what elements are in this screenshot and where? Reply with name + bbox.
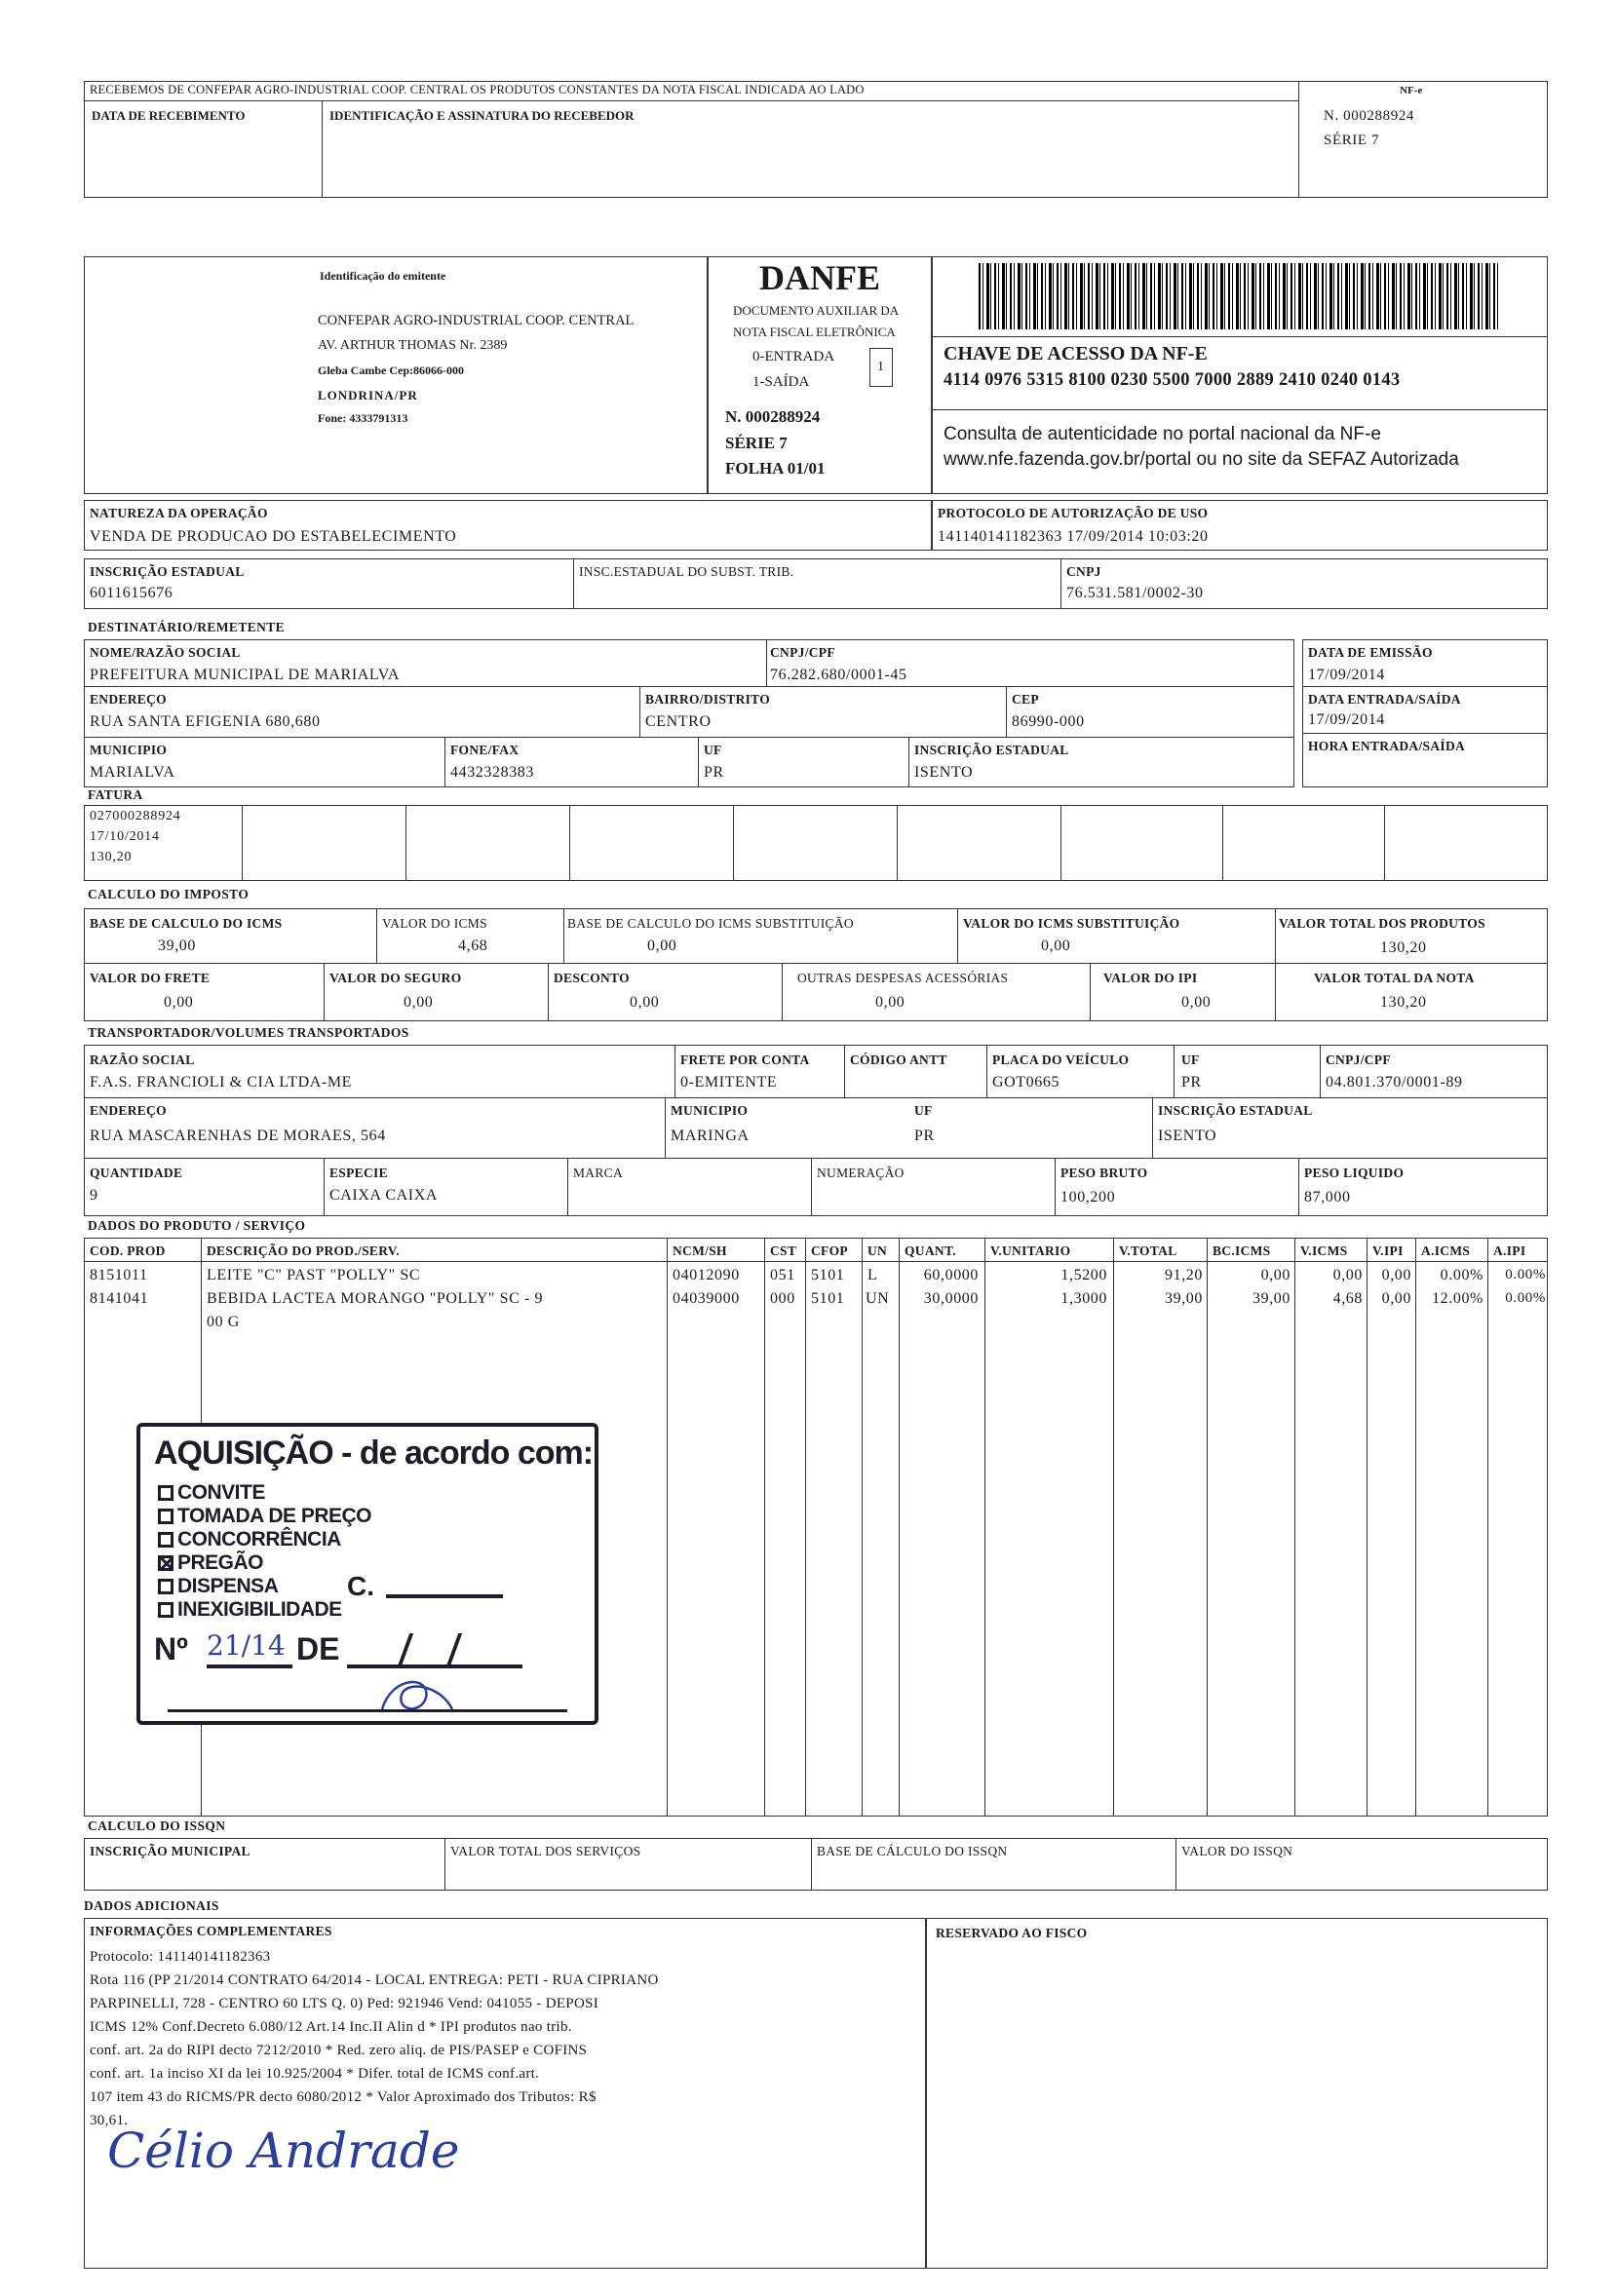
recipient-uf: PR <box>704 764 724 781</box>
products-total-value: 130,20 <box>1380 939 1427 956</box>
danfe-exit: 1-SAÍDA <box>752 374 810 390</box>
row1-un: L <box>867 1267 878 1283</box>
insurance-value: 0,00 <box>404 994 434 1011</box>
emitter-city: LONDRINA/PR <box>318 388 418 402</box>
receipt-header: RECEBEMOS DE CONFEPAR AGRO-INDUSTRIAL COOP. CENTRAL OS PRODUTOS CONSTANTES DA NOTA FISCAL INDICADA AO LADO <box>90 83 865 96</box>
row1-aicms: 0.00% <box>1440 1267 1483 1283</box>
hour-label: HORA ENTRADA/SAÍDA <box>1308 739 1466 753</box>
danfe-number: N. 000288924 <box>725 407 821 426</box>
emission-value: 17/09/2014 <box>1308 667 1385 683</box>
issqn-section: CALCULO DO ISSQN <box>88 1818 226 1833</box>
receipt-date-label: DATA DE RECEBIMENTO <box>92 108 246 123</box>
col-aicms: A.ICMS <box>1421 1244 1471 1258</box>
plate-value: GOT0665 <box>992 1074 1060 1091</box>
col-cfop: CFOP <box>811 1244 848 1258</box>
access-consult-2: www.nfe.fazenda.gov.br/portal ou no site da SEFAZ Autorizada <box>944 449 1459 470</box>
option-inexigibilidade: INEXIGIBILIDADE <box>177 1598 342 1621</box>
other-expenses-label: OUTRAS DESPESAS ACESSÓRIAS <box>797 971 1009 985</box>
note-total-value: 130,20 <box>1380 994 1427 1011</box>
row1-cst: 051 <box>770 1267 795 1283</box>
col-description: DESCRIÇÃO DO PROD./SERV. <box>207 1244 400 1258</box>
additional-info-label: INFORMAÇÕES COMPLEMENTARES <box>90 1924 332 1938</box>
gross-weight-label: PESO BRUTO <box>1060 1166 1148 1180</box>
receipt-series: SÉRIE 7 <box>1324 133 1380 148</box>
recipient-name-label: NOME/RAZÃO SOCIAL <box>90 645 241 660</box>
row2-vipi: 0,00 <box>1381 1290 1411 1307</box>
row1-aipi: 0.00% <box>1505 1267 1546 1282</box>
checkbox-inexigibilidade[interactable] <box>158 1602 173 1618</box>
recipient-name: PREFEITURA MUNICIPAL DE MARIALVA <box>90 667 401 683</box>
row1-quant: 60,0000 <box>923 1267 979 1283</box>
tax-section: CALCULO DO IMPOSTO <box>88 887 250 901</box>
row1-ncm: 04012090 <box>673 1267 740 1283</box>
row1-cfop: 5101 <box>811 1267 845 1283</box>
inout-value: 17/09/2014 <box>1308 711 1385 728</box>
plate-label: PLACA DO VEÍCULO <box>992 1052 1130 1067</box>
stamp-no-label: Nº <box>154 1631 188 1666</box>
option-convite: CONVITE <box>177 1481 265 1504</box>
recipient-address: RUA SANTA EFIGENIA 680,680 <box>90 713 321 730</box>
row1-description: LEITE "C" PAST "POLLY" SC <box>207 1267 421 1283</box>
row1-bcicms: 0,00 <box>1260 1267 1291 1283</box>
checkbox-concorrencia[interactable] <box>158 1532 173 1548</box>
recipient-ie-label: INSCRIÇÃO ESTADUAL <box>914 743 1069 757</box>
quantity-label: QUANTIDADE <box>90 1166 183 1180</box>
danfe-subtitle-1: DOCUMENTO AUXILIAR DA <box>733 303 900 318</box>
carrier-name: F.A.S. FRANCIOLI & CIA LTDA-ME <box>90 1074 353 1091</box>
invoice-box <box>84 805 1548 881</box>
ie-box <box>84 558 1548 609</box>
base-icms-label: BASE DE CALCULO DO ICMS <box>90 916 283 931</box>
row2-bcicms: 39,00 <box>1252 1290 1291 1307</box>
stamp-options <box>158 1481 371 1622</box>
icms-value: 4,68 <box>458 938 488 954</box>
col-un: UN <box>867 1244 888 1258</box>
row2-cfop: 5101 <box>811 1290 845 1307</box>
receipt-id-label: IDENTIFICAÇÃO E ASSINATURA DO RECEBEDOR <box>329 108 635 123</box>
icms-st-value: 0,00 <box>1041 938 1071 954</box>
row2-description-cont: 00 G <box>207 1314 240 1330</box>
option-concorrencia: CONCORRÊNCIA <box>177 1528 341 1550</box>
protocol-value: 141140141182363 17/09/2014 10:03:20 <box>938 528 1209 545</box>
recipient-cep-label: CEP <box>1012 692 1039 707</box>
additional-line-8: 30,61. <box>90 2113 129 2128</box>
carrier-name-label: RAZÃO SOCIAL <box>90 1052 195 1067</box>
recipient-section: DESTINATÁRIO/REMETENTE <box>88 620 286 634</box>
invoice-due-date: 17/10/2014 <box>90 829 160 844</box>
checkbox-pregao-checked[interactable] <box>158 1555 173 1571</box>
recipient-uf-label: UF <box>704 743 722 757</box>
additional-section: DADOS ADICIONAIS <box>84 1898 219 1913</box>
invoice-number: 027000288924 <box>90 809 181 823</box>
nature-value: VENDA DE PRODUCAO DO ESTABELECIMENTO <box>90 528 457 545</box>
stamp-bottom-line <box>168 1709 567 1712</box>
danfe-series: SÉRIE 7 <box>725 434 788 452</box>
stamp-date-slash-1 <box>398 1633 413 1666</box>
carrier-city-label: MUNICIPIO <box>671 1103 749 1118</box>
col-vtotal: V.TOTAL <box>1119 1244 1177 1258</box>
row2-cod: 8141041 <box>90 1290 149 1307</box>
row2-cst: 000 <box>770 1290 795 1307</box>
emitter-address: AV. ARTHUR THOMAS Nr. 2389 <box>318 338 508 353</box>
cnpj-label: CNPJ <box>1066 564 1101 579</box>
row2-aicms: 12.00% <box>1432 1290 1483 1307</box>
additional-line-5: conf. art. 2a do RIPI decto 7212/2010 * Red. zero aliq. de PIS/PASEP e COFINS <box>90 2043 588 2058</box>
stamp-c-line <box>386 1594 503 1598</box>
freight-label: VALOR DO FRETE <box>90 971 211 985</box>
protocol-label: PROTOCOLO DE AUTORIZAÇÃO DE USO <box>938 506 1209 520</box>
col-vicms: V.ICMS <box>1300 1244 1348 1258</box>
ipi-value: 0,00 <box>1181 994 1212 1011</box>
access-key: 4114 0976 5315 8100 0230 5500 7000 2889 2410 0240 0143 <box>944 370 1401 390</box>
option-dispensa: DISPENSA <box>177 1575 279 1597</box>
discount-value: 0,00 <box>630 994 660 1011</box>
emitter-phone: Fone: 4333791313 <box>318 411 408 425</box>
recipient-district-label: BAIRRO/DISTRITO <box>645 692 771 707</box>
freight-by-value: 0-EMITENTE <box>680 1074 778 1091</box>
base-st-value: 0,00 <box>647 938 677 954</box>
recipient-address-label: ENDEREÇO <box>90 692 167 707</box>
ie-label: INSCRIÇÃO ESTADUAL <box>90 564 245 579</box>
col-quant: QUANT. <box>905 1244 956 1258</box>
icms-st-label: VALOR DO ICMS SUBSTITUIÇÃO <box>963 916 1180 931</box>
col-bcicms: BC.ICMS <box>1213 1244 1271 1258</box>
checkbox-convite[interactable] <box>158 1485 173 1501</box>
row2-un: UN <box>866 1290 890 1307</box>
transport-section: TRANSPORTADOR/VOLUMES TRANSPORTADOS <box>88 1025 409 1040</box>
row2-ncm: 04039000 <box>673 1290 740 1307</box>
carrier-address-label: ENDEREÇO <box>90 1103 167 1118</box>
emitter-district: Gleba Cambe Cep:86066-000 <box>318 364 464 377</box>
icms-label: VALOR DO ICMS <box>382 916 487 931</box>
carrier-uf-label: UF <box>1181 1052 1200 1067</box>
carrier-cnpj: 04.801.370/0001-89 <box>1326 1074 1463 1091</box>
option-pregao: PREGÃO <box>177 1551 264 1574</box>
recipient-district: CENTRO <box>645 713 712 730</box>
base-icms-value: 39,00 <box>158 938 196 954</box>
danfe-page: FOLHA 01/01 <box>725 459 826 478</box>
cnpj-value: 76.531.581/0002-30 <box>1066 585 1204 601</box>
row1-vicms: 0,00 <box>1332 1267 1363 1283</box>
carrier-city: MARINGA <box>671 1128 750 1144</box>
issqn-im-label: INSCRIÇÃO MUNICIPAL <box>90 1844 250 1858</box>
stamp-date-line <box>347 1665 522 1668</box>
col-vipi: V.IPI <box>1372 1244 1404 1258</box>
col-ncm: NCM/SH <box>673 1244 727 1258</box>
col-vunit: V.UNITARIO <box>990 1244 1071 1258</box>
receipt-number: N. 000288924 <box>1324 108 1415 124</box>
row2-description: BEBIDA LACTEA MORANGO "POLLY" SC - 9 <box>207 1290 544 1307</box>
recipient-phone: 4432328383 <box>450 764 534 781</box>
emitter-label: Identificação do emitente <box>320 269 446 283</box>
danfe-type-value: 1 <box>877 360 884 374</box>
ie-value: 6011615676 <box>90 585 173 601</box>
row2-aipi: 0.00% <box>1505 1290 1546 1306</box>
stamp-no-value: 21/14 <box>207 1629 286 1662</box>
danfe-subtitle-2: NOTA FISCAL ELETRÔNICA <box>733 325 896 339</box>
freight-value: 0,00 <box>164 994 194 1011</box>
inout-label: DATA ENTRADA/SAÍDA <box>1308 692 1461 707</box>
stamp-de-label: DE <box>296 1631 340 1666</box>
gross-weight-value: 100,200 <box>1060 1189 1116 1205</box>
recipient-city: MARIALVA <box>90 764 175 781</box>
additional-line-3: PARPINELLI, 728 - CENTRO 60 LTS Q. 0) Ped: 921946 Vend: 041055 - DEPOSI <box>90 1996 599 2011</box>
row2-vtotal: 39,00 <box>1165 1290 1203 1307</box>
handwritten-signature: Célio Andrade <box>107 2123 460 2179</box>
recipient-ie: ISENTO <box>914 764 974 781</box>
recipient-cnpj: 76.282.680/0001-45 <box>770 667 907 683</box>
other-expenses-value: 0,00 <box>875 994 905 1011</box>
row2-quant: 30,0000 <box>923 1290 979 1307</box>
receipt-nfe-label: NF-e <box>1400 85 1423 96</box>
carrier-address: RUA MASCARENHAS DE MORAES, 564 <box>90 1128 386 1144</box>
access-consult-1: Consulta de autenticidade no portal nacional da NF-e <box>944 424 1381 444</box>
antt-label: CÓDIGO ANTT <box>850 1052 947 1067</box>
row2-vunit: 1,3000 <box>1060 1290 1107 1307</box>
row1-cod: 8151011 <box>90 1267 148 1283</box>
kind-value: CAIXA CAIXA <box>329 1187 439 1204</box>
carrier-uf2: PR <box>914 1128 935 1144</box>
ipi-label: VALOR DO IPI <box>1103 971 1198 985</box>
products-total-label: VALOR TOTAL DOS PRODUTOS <box>1279 916 1485 931</box>
issqn-services-label: VALOR TOTAL DOS SERVIÇOS <box>450 1844 641 1858</box>
carrier-ie-label: INSCRIÇÃO ESTADUAL <box>1158 1103 1313 1118</box>
danfe-title: DANFE <box>759 258 880 297</box>
carrier-uf2-label: UF <box>914 1103 933 1118</box>
fisco-label: RESERVADO AO FISCO <box>936 1926 1088 1940</box>
invoice-section: FATURA <box>88 787 143 802</box>
col-cst: CST <box>770 1244 797 1258</box>
col-cod: COD. PROD <box>90 1244 166 1258</box>
danfe-entry: 0-ENTRADA <box>752 349 835 364</box>
issqn-base-label: BASE DE CÁLCULO DO ISSQN <box>817 1844 1008 1858</box>
recipient-cnpj-label: CNPJ/CPF <box>770 645 835 660</box>
freight-by-label: FRETE POR CONTA <box>680 1052 810 1067</box>
stamp-no-line <box>207 1665 292 1668</box>
additional-line-7: 107 item 43 do RICMS/PR decto 6080/2012 * Valor Aproximado dos Tributos: R$ <box>90 2089 597 2105</box>
emission-label: DATA DE EMISSÃO <box>1308 645 1433 660</box>
checkbox-dispensa[interactable] <box>158 1579 173 1594</box>
acquisition-stamp <box>136 1423 598 1725</box>
recipient-phone-label: FONE/FAX <box>450 743 520 757</box>
additional-line-1: Protocolo: 141140141182363 <box>90 1949 271 1965</box>
carrier-ie: ISENTO <box>1158 1128 1217 1144</box>
note-total-label: VALOR TOTAL DA NOTA <box>1314 971 1475 985</box>
access-key-barcode <box>979 263 1501 329</box>
invoice-amount: 130,20 <box>90 850 133 864</box>
carrier-uf: PR <box>1181 1074 1202 1091</box>
quantity-value: 9 <box>90 1187 98 1204</box>
discount-label: DESCONTO <box>554 971 630 985</box>
recipient-cep: 86990-000 <box>1012 713 1085 730</box>
numbering-label: NUMERAÇÃO <box>817 1166 905 1180</box>
insurance-label: VALOR DO SEGURO <box>329 971 462 985</box>
brand-label: MARCA <box>573 1166 624 1180</box>
issqn-box <box>84 1838 1548 1891</box>
col-aipi: A.IPI <box>1493 1244 1526 1258</box>
option-tomada-de-preco: TOMADA DE PREÇO <box>177 1505 372 1527</box>
row2-vicms: 4,68 <box>1332 1290 1363 1307</box>
additional-line-6: conf. art. 1a inciso XI da lei 10.925/2004 * Difer. total de ICMS conf.art. <box>90 2066 540 2082</box>
additional-line-4: ICMS 12% Conf.Decreto 6.080/12 Art.14 Inc.II Alin d * IPI produtos nao trib. <box>90 2019 572 2035</box>
recipient-city-label: MUNICIPIO <box>90 743 168 757</box>
carrier-cnpj-label: CNPJ/CPF <box>1326 1052 1391 1067</box>
row1-vipi: 0,00 <box>1381 1267 1411 1283</box>
row1-vtotal: 91,20 <box>1165 1267 1203 1283</box>
additional-line-2: Rota 116 (PP 21/2014 CONTRATO 64/2014 - LOCAL ENTREGA: PETI - RUA CIPRIANO <box>90 1972 659 1988</box>
stamp-date-slash-2 <box>446 1633 462 1666</box>
emitter-name: CONFEPAR AGRO-INDUSTRIAL COOP. CENTRAL <box>318 313 635 328</box>
net-weight-value: 87,000 <box>1304 1189 1351 1205</box>
nature-label: NATUREZA DA OPERAÇÃO <box>90 506 268 520</box>
issqn-value-label: VALOR DO ISSQN <box>1181 1844 1293 1858</box>
fisco-box <box>926 1918 1548 2269</box>
row1-vunit: 1,5200 <box>1060 1267 1107 1283</box>
ie-st-label: INSC.ESTADUAL DO SUBST. TRIB. <box>579 564 794 579</box>
access-key-label: CHAVE DE ACESSO DA NF-E <box>944 343 1208 364</box>
products-section: DADOS DO PRODUTO / SERVIÇO <box>88 1218 306 1233</box>
checkbox-tomada-de-preco[interactable] <box>158 1509 173 1524</box>
base-st-label: BASE DE CALCULO DO ICMS SUBSTITUIÇÃO <box>567 916 854 931</box>
net-weight-label: PESO LIQUIDO <box>1304 1166 1405 1180</box>
kind-label: ESPECIE <box>329 1166 388 1180</box>
stamp-title: AQUISIÇÃO - de acordo com: <box>154 1435 594 1472</box>
stamp-c-label: C. <box>347 1571 374 1601</box>
